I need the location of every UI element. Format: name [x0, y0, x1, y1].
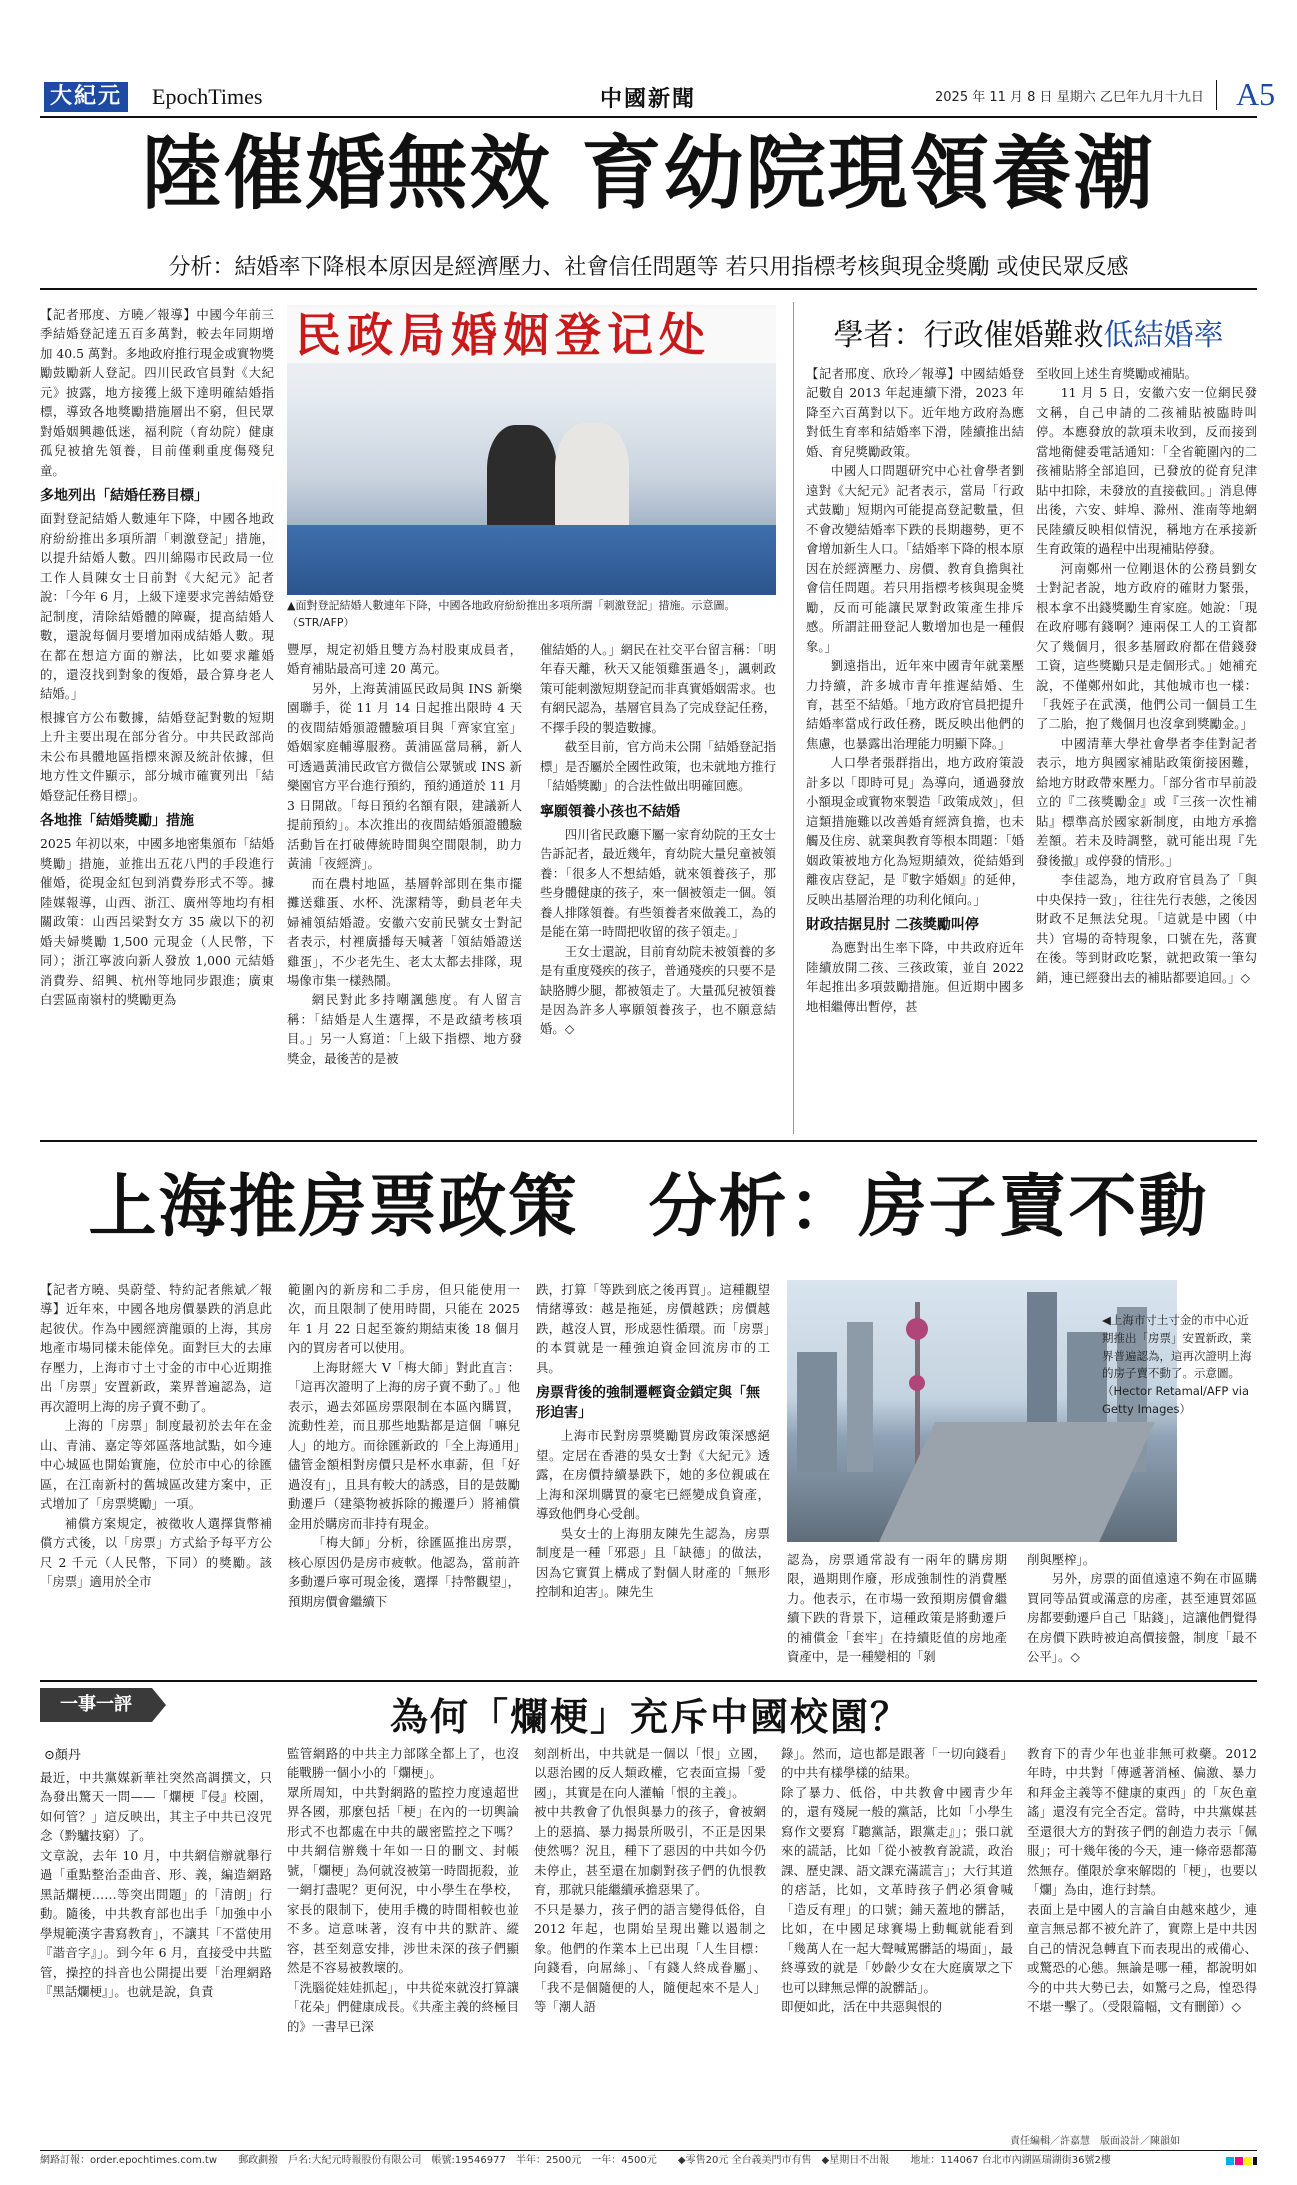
- story1-para3: 根據官方公布數據，結婚登記對數的短期上升主要出現在部分省分。中共民政部尚未公布具體地區指標來源及統計依據，但地方性文件顯示，部分城市確實列出「結婚登記任務目標」。: [40, 709, 274, 803]
- story2-c4-p1: 認為，房票通常設有一兩年的購房期限，過期則作廢，形成強制性的消費壓力。他表示，在市場一致預期房價會繼續下跌的背景下，這種政策是將動遷戶的補償金「套牢」在持續貶值的房地產資產中，是一種變相的「剝: [787, 1552, 1007, 1665]
- footer-address: 地址：114067 台北市內湖區瑞湖街36號2樓: [910, 2155, 1111, 2166]
- page-number: A5: [1236, 76, 1276, 112]
- story2-c3-p1: 跌，打算「等跌到底之後再買」。這種觀望情緒導致：越是拖延，房價越跌；房價越跌，越沒人買，形成惡性循環。而「房票」的本質就是一種強迫資金回流房市的工具。: [536, 1282, 770, 1375]
- story1-col2-p2: 另外，上海黃浦區民政局與 INS 新樂園聯手，從 11 月 14 日起推出限時 4 天的夜間結婚頒證體驗項目與「齊家宜室」婚姻家庭輔導服務。黃浦區當局稱，新人可透過黃浦民政官方微信公眾號或 INS 新樂園官方平台進行預約，預約通道於 11 月 3 日開啟。「每日預約名額有限，建議新人提前預約」。本次推出的夜間結婚頒證體驗活動旨在打破傳統時間與空間限制，助力黃浦「夜經濟」。: [287, 680, 522, 872]
- story2-lead: 【記者方曉、吳蔚瑩、特約記者熊斌／報導】近年來，中國各地房價暴跌的消息此起彼伏。作為中國經濟龍頭的上海，其房地產市場同樣未能倖免。面對巨大的去庫存壓力，上海市寸土寸金的市中心近期推出「房票」安置新政，業界普遍認為，這再次證明上海的房子賣不動了。: [40, 1282, 272, 1414]
- sidebar-c1-p5: 為應對出生率下降，中共政府近年陸續放開二孩、三孩政策，並自 2022 年起推出多項鼓勵措施。但近期中國多地相繼傳出暫停，甚: [806, 940, 1024, 1014]
- photo-bride: [555, 423, 629, 535]
- sidebar-headline-b: 低結婚率: [1103, 318, 1224, 353]
- story2-sub: 房票背後的強制遷輕資金鎖定與「無形迫害」: [536, 1385, 760, 1422]
- sidebar-headline-a: 學者：行政催婚難救: [833, 318, 1104, 353]
- story1-col1: [40, 305, 274, 1009]
- story2-c1-p2: 上海的「房票」制度最初於去年在金山、青浦、嘉定等郊區落地試點，如今連中心城區也開始實施，位於市中心的徐匯區，在江南新村的舊城區改建方案中，正式增加了「房票獎勵」一項。: [40, 1418, 272, 1512]
- headline-shanghai: 上海推房票政策 分析：房子賣不動: [88, 1168, 1209, 1247]
- story1-col3: [540, 640, 776, 1039]
- cmyk-cyan-mark: [1226, 2157, 1234, 2165]
- commentary-col3: [534, 1744, 766, 2017]
- photo-building: [797, 1352, 837, 1472]
- story2-col2: [288, 1280, 520, 1611]
- photo-caption-marriage: ▲面對登記結婚人數連年下降，中國各地政府紛紛推出多項所謂「刺激登記」措施。示意圖。（STR/AFP）: [287, 599, 736, 629]
- commentary-col2: [287, 1744, 519, 2036]
- commentary-col4: [781, 1744, 1013, 2017]
- story2-col3: [536, 1280, 770, 1602]
- story1-col2: [287, 640, 522, 1068]
- sidebar-divider: [793, 302, 794, 1134]
- story1-col2-p4: 網民對此多持嘲諷態度。有人留言稱：「結婚是人生選擇，不是政績考核項目。」另一人寫道：「上級下指標、地方發獎金，最後苦的是被: [287, 992, 522, 1066]
- story1-sub1: 多地列出「結婚任務目標」: [40, 488, 208, 505]
- sidebar-c1-p3: 劉遠指出，近年來中國青年就業壓力持續，許多城市青年推遲結婚、生育，甚至不結婚。「地方政府官員把提升結婚率當成行政任務，既反映出他們的焦慮，也暴露出治理能力明顯下降。」: [806, 658, 1024, 751]
- footer-subscribe: 網路訂報：order.epochtimes.com.tw: [40, 2155, 217, 2166]
- commentary-text-5: 教育下的青少年也並非無可救藥。2012 年時，中共對「傳遞著消極、偏激、暴力和拜金主義等不健康的東西」的「灰色童謠」還沒有完全否定。當時，中共黨媒甚至還很大方的對孩子們的創造力表示「佩服」；可十幾年後的今天，連一條帝惡都蕩然無存。僅限於拿來解悶的「梗」，也要以「爛」為由，進行封禁。 表面上是中國人的言論自由越來越少，連童言無忌都不被允許了，實際上是中共因自己的情況急轉直下而表現出的戒備心、或驚恐的心態。無論是哪一種，都說明如今的中共大勢已去，如驚弓之鳥，惶恐得不堪一擊了。（受限篇幅，文有刪節）◇: [1027, 1746, 1257, 2015]
- commentary-col5: [1027, 1744, 1257, 2017]
- rule-bottom: [40, 1680, 1257, 1682]
- story1-col3-p4: 王女士還說，目前育幼院未被領養的多是有重度殘疾的孩子，普通殘疾的只要不是缺胳膊少腿，都被領走了。大量孤兒被領養是因為許多人寧願領養孩子，也不願意結婚。◇: [540, 943, 776, 1037]
- photo-sign-text: 民政局婚姻登记处: [287, 307, 776, 363]
- photo-tower-ball: [909, 1375, 925, 1391]
- story2-col5: [1027, 1550, 1257, 1667]
- sidebar-c2-p1: 至收回上述生育獎勵或補貼。: [1036, 366, 1198, 381]
- photo-marriage-registry: [287, 305, 776, 595]
- story1-sub3: 寧願領養小孩也不結婚: [540, 803, 680, 820]
- dateline: 2025 年 11 月 8 日 星期六 乙巳年九月十九日: [935, 90, 1204, 105]
- story2-c2-p2: 上海財經大 V「梅大師」對此直言：「這再次證明了上海的房子賣不動了。」他表示，過去郊區房票限制在本區內購買，流動性差，而且那些地點都是這個「嘛兒人」的地方。而徐匯新政的「全上海通用」儘管金額相對房價只是杯水車薪，但「好過沒有」，且具有較大的誘惑，目的是鼓勵動遷戶（建築物被拆除的搬遷戶）將補償金用於購房而非持有現金。: [288, 1359, 520, 1531]
- sidebar-c2-p2: 11 月 5 日，安徽六安一位網民發文稱，自己申請的二孩補貼被臨時叫停。本應發放的款項未收到，反而接到當地衛健委電話通知：「全省範圍內的二孩補貼將全部追回，已發放的從育兒津貼中扣除，未發放的直接截回。」消息傳出後，六安、蚌埠、滁州、淮南等地網民陸續反映相似情況，稱地方在承接新生育政策的過程中出現補貼停發。: [1036, 385, 1257, 557]
- story1-col2-p3: 而在農村地區，基層幹部則在集市擺攤送雞蛋、水杯、洗潔精等，動員老年夫婦補領結婚證。安徽六安前民號女士對記者表示，村裡廣播每天喊著「領結婚證送雞蛋」，不少老先生、老太太都去排隊，現場像市集一樣熱鬧。: [287, 875, 522, 988]
- commentary-col1: [40, 1768, 272, 2002]
- commentary-text-2: 監管網路的中共主力部隊全都上了，也沒能戰勝一個小小的「爛梗」。 眾所周知，中共對網路的監控力度遠超世界各國，那麼包括「梗」在內的一切輿論形式不也都處在中共的嚴密監控之下嗎？中共網信辦幾十年如一日的刪文、封帳號，「爛梗」為何就沒被第一時間扼殺，並一網打盡呢？更何況，中小學生在學校，家長的限制下，使用手機的時間相較也並不多。這意味著，沒有中共的默許、縱容，甚至刻意安排，涉世未深的孩子們顯然是不容易被教壞的。 「洗腦從娃娃抓起」，中共從來就沒打算讓「花朵」們健康成長。《共產主義的終極目的》一書早已深: [287, 1746, 519, 2034]
- sidebar-c2-p4: 中國清華大學社會學者李佳對記者表示，地方與國家補貼政策銜接困難，給地方財政帶來壓力。「部分省市早前設立的『二孩獎勵金』或『三孩一次性補貼』標準高於國家新制度，由地方承擔差額。若未及時調整，就可能出現『先發後撤』或停發的情形。」: [1036, 735, 1257, 868]
- story2-c3-p3: 吳女士的上海朋友陳先生認為，房票制度是一種「邪惡」且「缺德」的做法，因為它實質上構成了對個人財產的「無形控制和迫害」。陳先生: [536, 1525, 770, 1600]
- sidebar-sub: 財政拮据見肘 二孩獎勵叫停: [806, 917, 979, 934]
- subhead-marriage: 分析：結婚率下降根本原因是經濟壓力、社會信任問題等 若只用指標考核與現金獎勵 或使民眾反感: [168, 255, 1129, 280]
- story2-col1: [40, 1280, 272, 1592]
- sidebar-c1-p2: 中國人口問題研究中心社會學者劉遠對《大紀元》記者表示，當局「行政式鼓勵」短期內可能提高登記數量，但不會改變結婚率下跌的長期趨勢，更不會增加新生人口。「結婚率下降的根本原因在於經濟壓力、房價、教育負擔與社會信任問題。若只用指標考核與現金獎勵，反而可能讓民眾對政策產生排斥感。所謂註冊登記人數增加也是一種假象。」: [806, 463, 1024, 654]
- story2-c2-p1: 範圍內的新房和二手房，但只能使用一次，而且限制了使用時間，只能在 2025 年 1 月 22 日起至簽約期結束後 18 個月內的買房者可以使用。: [288, 1282, 520, 1356]
- photo-building: [847, 1322, 873, 1472]
- photo-road: [879, 1422, 1155, 1542]
- story2-col4: [787, 1550, 1007, 1667]
- photo-tower-ball: [906, 1318, 928, 1340]
- story1-col3-p1: 催結婚的人。」網民在社交平台留言稱：「明年春天離，秋天又能領雞蛋過冬」，諷刺政策可能刺激短期登記而非真實婚姻需求。也有網民認為，基層官員為了完成登記任務，不擇手段的製造數據。: [540, 642, 776, 735]
- sidebar-c2-p5: 李佳認為，地方政府官員為了「與中央保持一致」，往往先行表態，之後因財政不足無法兌現。「這就是中國（中共）官場的奇特現象，口號在先，落實在後。等到財政吃緊，就把政策一筆勾銷，連已經發出去的補貼都要追回。」◇: [1036, 872, 1257, 985]
- story2-c3-p2: 上海市民對房票獎勵買房政策深感絕望。定居在香港的吳女士對《大紀元》透露，在房價持續暴跌下，她的多位親戚在上海和深圳購買的豪宅已經變成負資產，導致他們身心受創。: [536, 1428, 770, 1522]
- sidebar-c1-p4: 人口學者張群指出，地方政府策設計多以「即時可見」為導向，通過發放小額現金或實物來製造「政策成效」，但這類措施難以改善婚育經濟負擔，也未觸及住房、就業與教育等根本問題：「婚姻政策被地方化為短期績效，從結婚到離夜店登記，是『數字婚姻』的延伸，反映出基層治理的功利化傾向。」: [806, 755, 1024, 907]
- sidebar-col1: [806, 364, 1024, 1016]
- photo-seats: [287, 525, 776, 595]
- commentary-text-4: 錄」。然而，這也都是跟著「一切向錢看」的中共有樣學樣的結果。 除了暴力、低俗，中共教會中國青少年的，還有殘屍一般的黨話，比如「小學生寫作文要寫『聽黨話，跟黨走』」；張口就來的謊話，比如「從小被教育說謊，政治課、歷史課、語文課充滿謊言」；大行其道的痞話，比如，文革時孩子們必須會喊「造反有理」的口號；鋪天蓋地的髒話，比如，在中國足球賽場上動輒就能看到「幾萬人在一起大聲喊罵髒話的場面」，最終導致的就是「妙齡少女在大庭廣眾之下也可以肆無忌憚的說髒話」。 即便如此，活在中共惡與恨的: [781, 1746, 1013, 2015]
- commentary-tag: 一事一評: [40, 1688, 152, 1722]
- commentary-byline: ⊙顏丹: [44, 1748, 81, 1763]
- story2-c5-p1: 削與壓榨」。: [1027, 1552, 1096, 1567]
- editor-credits: 責任編輯／許嘉慧 版面設計／陳韻如: [1010, 2136, 1180, 2147]
- photo-caption-shanghai: ◀上海市寸土寸金的市中心近期推出「房票」安置新政，業界普遍認為，這再次證明上海的房子賣不動了。示意圖。（Hector Retamal/AFP via Getty Images）: [1102, 1313, 1252, 1417]
- commentary-text-3: 刻剖析出，中共就是一個以「恨」立國，以惡治國的反人類政權，它表面宣揚「愛國」，其實是在向人灌輸「恨的主義」。 被中共教會了仇恨與暴力的孩子，會被網上的惡搞、暴力揭景所吸引，不正是因果使然嗎？況且，種下了惡因的中共如今仍未停止，甚至還在加劇對孩子們的仇恨教育，那就只能繼續承擔惡果了。 不只是暴力，孩子們的語言變得低俗，自 2012 年起，也開始呈現出難以遏制之象。他們的作業本上已出現「人生目標：向錢看，向屌絲」、「有錢人終成眷屬」、「我不是個隨便的人，隨便起來不是人」等「潮人語: [534, 1746, 766, 2015]
- logo-chinese: 大紀元: [44, 82, 128, 112]
- story1-sub2: 各地推「結婚獎勵」措施: [40, 813, 194, 830]
- rule-top: [40, 288, 1257, 290]
- sidebar-lead: 【記者邢度、欣玲／報導】中國結婚登記數自 2013 年起連續下滑，2023 年降至六百萬對以下。近年地方政府為應對低生育率和結婚率下滑，陸續推出結婚、育兒獎勵政策。: [806, 366, 1024, 459]
- story1-para2: 面對登記結婚人數連年下降，中國各地政府紛紛推出多項所謂「刺激登記」措施，以提升結婚人數。四川綿陽市民政局一位工作人員陳女士日前對《大紀元》記者說：「今年 6 月，上級下達要求完善結婚登記制度，清除結婚體的障礙，提高結婚人數，還說每個月要增加兩成結婚人數。現在都在想這方面的辦法，比如要求離婚的，還沒找到對象的復婚，最合算身老人結婚。」: [40, 511, 274, 702]
- story1-col3-p2: 截至目前，官方尚未公開「結婚登記指標」是否屬於全國性政策，也未就地方推行「結婚獎勵」的合法性做出明確回應。: [540, 739, 776, 794]
- sidebar-headline: [800, 310, 1257, 354]
- story1-col3-p3: 四川省民政廳下屬一家育幼院的王女士告訴記者，最近幾年，育幼院大量兒童被領養：「很多人不想結婚，就來領養孩子，那些身體健康的孩子，來一個被領走一個。領養人排隊領養。有些領養者來做義工，為的是能在第一時間把收留的孩子領走。」: [540, 826, 776, 940]
- footer-remit: 郵政劃撥 戶名:大紀元時報股份有限公司 帳號:19546977 半年：2500元 一年：4500元: [238, 2155, 657, 2166]
- sidebar-c2-p3: 河南鄭州一位剛退休的公務員劉女士對記者說，地方政府的確財力緊張，根本拿不出錢獎勵生育家庭。她說：「現在政府哪有錢啊？連兩保工人的工資都欠了幾個月，很多基層政府都在借錢發工資，這些獎勵只是走個形式。」她補充說，不僅鄭州如此，其他城市也一樣：「我姪子在武漢，他們公司一個員工生了二胎，抱了幾個月也沒拿到獎勵金。」: [1036, 560, 1257, 732]
- logo-english: EpochTimes: [152, 84, 263, 109]
- masthead: [40, 74, 1276, 118]
- cmyk-yellow-mark: [1244, 2157, 1252, 2165]
- story1-col2-p1: 豐厚，規定初婚且雙方為村股東成員者，婚育補貼最高可達 20 萬元。: [287, 642, 522, 677]
- cmyk-black-mark: [1253, 2157, 1257, 2165]
- masthead-divider: [1216, 80, 1217, 110]
- commentary-text-1: 最近，中共黨媒新華社突然高調撰文，只為發出驚天一問——「爛梗『侵』校園，如何管？」這反映出，其主子中共已沒咒念（黔驢技窮）了。 文章說，去年 10 月，中共網信辦就舉行過「重點整治歪曲音、形、義，編造網路黑話爛梗……等突出問題」的「清朗」行動。隨後，中共教育部也出手「加強中小學規範漢字書寫教育」，不讓其「不當使用『諧音字』」。到今年 6 月，直接受中共監管，操控的抖音也公開提出要「治理網路『黑話爛梗』」。也就是說，負責: [40, 1770, 272, 2000]
- headline-commentary: 為何「爛梗」充斥中國校園？: [389, 1694, 910, 1739]
- headline-marriage: 陸催婚無效 育幼院現領養潮: [141, 127, 1156, 220]
- story1-para4: 2025 年初以來，中國多地密集頒布「結婚獎勵」措施，並推出五花八門的手段進行催婚，從現金紅包到消費券形式不等。據陸媒報導，山西、浙江、廣州等地均有相關政策：山西呂梁對女方 35 歲以下的初婚夫婦獎勵 1,500 元現金（人民幣，下同）；浙江寧波向新人發放 1,000 元結婚消費券、紹興、杭州等地同步跟進；廣東白雲區南嶺村的獎勵更為: [40, 836, 274, 1007]
- story2-c2-p3: 「梅大師」分析，徐匯區推出房票，核心原因仍是房市疲軟。他認為，當前許多動遷戶寧可現金後，選擇「持幣觀望」，預期房價會繼續下: [288, 1535, 520, 1609]
- cmyk-magenta-mark: [1235, 2157, 1243, 2165]
- story2-c1-p3: 補償方案規定，被徵收人選擇貨幣補償方式後，以「房票」方式給予每平方公尺 2 千元（人民幣，下同）的獎勵。該「房票」適用於全市: [40, 1515, 272, 1590]
- rule-middle: [40, 1140, 1257, 1142]
- section-name: 中國新聞: [600, 86, 697, 112]
- sidebar-col2: [1036, 364, 1257, 987]
- footer: [40, 2150, 1257, 2172]
- footer-price: ◆零售20元 全台義美門市有售 ◆星期日不出報: [677, 2155, 890, 2166]
- story2-c5-p2: 另外，房票的面值遠遠不夠在市區購買同等品質或滿意的房產，甚至連買郊區房都要動遷戶自己「貼錢」，這讓他們覺得在房價下跌時被迫高價接盤，制度「最不公平」。◇: [1027, 1571, 1257, 1665]
- story1-lead: 【記者邢度、方曉／報導】中國今年前三季結婚登記達五百多萬對，較去年同期增加 40.5 萬對。多地政府推行現金或實物獎勵鼓勵新人登記。四川民政官員對《大紀元》披露，地方接獲上級下達明確結婚指標，導致各地獎勵措施層出不窮，但民眾對婚姻興趣低迷，福利院（育幼院）健康孤兒被搶先領養，目前僅剩重度傷殘兒童。: [40, 307, 274, 478]
- photo-groom: [487, 425, 557, 535]
